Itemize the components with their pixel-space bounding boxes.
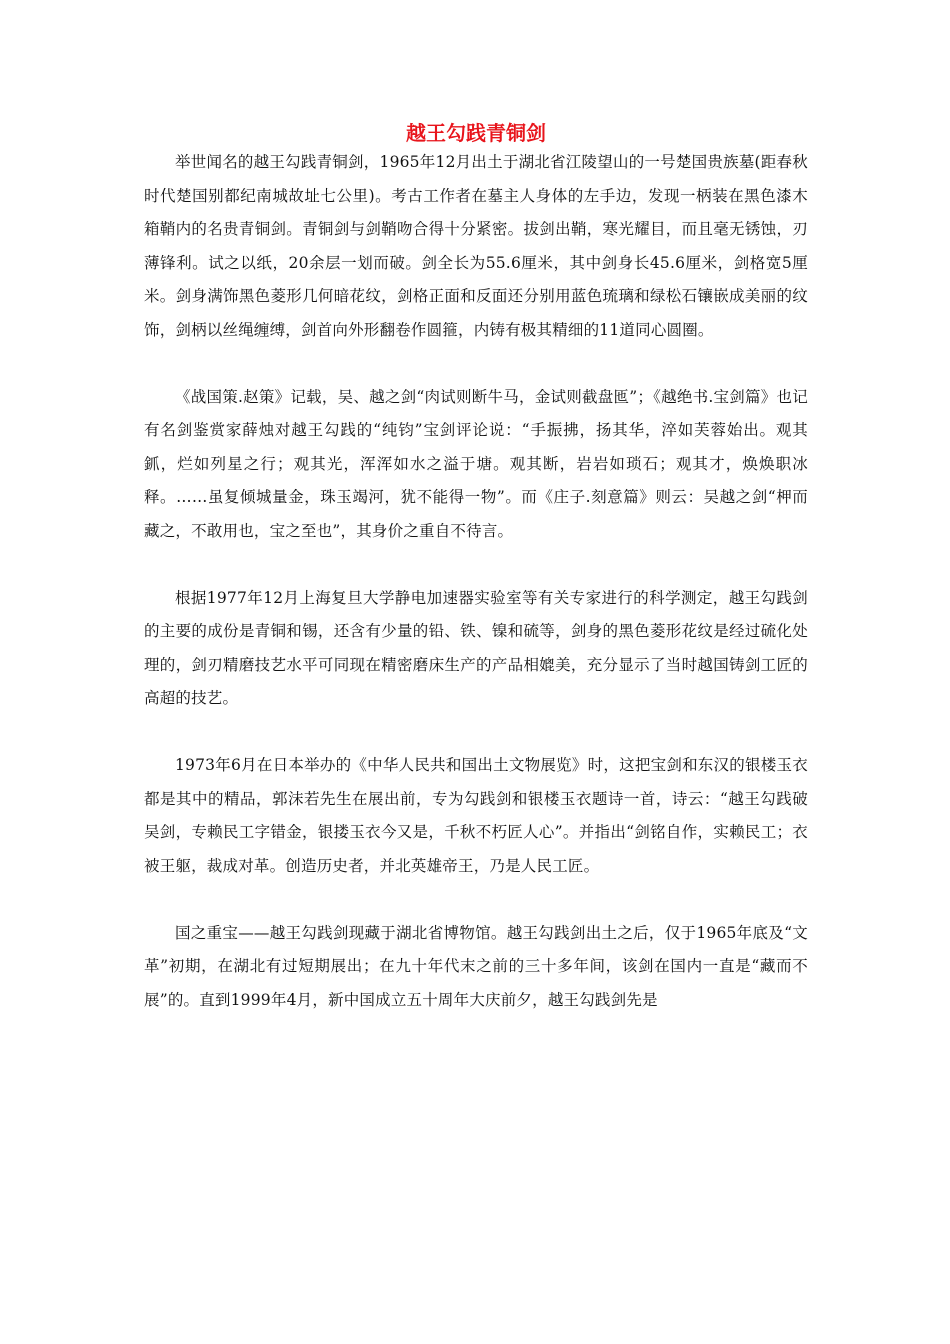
paragraph-historical-records: 《战国策.赵策》记载，吴、越之剑“肉试则断牛马，金试则截盘匜”；《越绝书.宝剑篇》也记有名剑鉴赏家薛烛对越王勾践的“纯钧”宝剑评论说：“手振拂，扬其华，淬如芙蓉始出。观其釽，烂如列星之行；观其光，浑浑如水之溢于塘。观其断，岩岩如琐石；观其才，焕焕职冰释。……虽复倾城量金，珠玉竭河，犹不能得一物”。而《庄子.刻意篇》则云：吴越之剑“柙而藏之，不敢用也，宝之至也”，其身价之重自不待言。: [144, 387, 808, 540]
paragraph-spacer: [144, 548, 808, 582]
document-page: [144, 118, 808, 1017]
paragraph-scientific-analysis: 根据1977年12月上海复旦大学静电加速器实验室等有关专家进行的科学测定，越王勾践剑的主要的成份是青铜和锡，还含有少量的铅、铁、镍和硫等，剑身的黑色菱形花纹是经过硫化处理的，剑刃精磨技艺水平可同现在精密磨床生产的产品相媲美，充分显示了当时越国铸剑工匠的高超的技艺。: [144, 588, 808, 707]
paragraph-spacer: [144, 347, 808, 381]
document-title: 越王勾践青铜剑: [406, 121, 546, 145]
paragraph-spacer: [144, 716, 808, 750]
paragraph-discovery: 举世闻名的越王勾践青铜剑，1965年12月出土于湖北省江陵望山的一号楚国贵族墓(距春秋时代楚国别都纪南城故址七公里)。考古工作者在墓主人身体的左手边，发现一柄装在黑色漆木箱鞘内的名贵青铜剑。青铜剑与剑鞘吻合得十分紧密。拔剑出鞘，寒光耀目，而且毫无锈蚀，刃薄锋利。试之以纸，20余层一划而破。剑全长为55.6厘米，其中剑身长45.6厘米，剑格宽5厘米。剑身满饰黑色菱形几何暗花纹，剑格正面和反面还分别用蓝色琉璃和绿松石镶嵌成美丽的纹饰，剑柄以丝绳缠缚，剑首向外形翻卷作圆箍，内铸有极其精细的11道同心圆圈。: [144, 153, 808, 339]
paragraph-japan-exhibition: 1973年6月在日本举办的《中华人民共和国出土文物展览》时，这把宝剑和东汉的银楼玉衣都是其中的精品，郭沫若先生在展出前，专为勾践剑和银楼玉衣题诗一首，诗云：“越王勾践破吴剑，专赖民工字错金，银搂玉衣今又是，千秋不朽匠人心”。并指出“剑铭自作，实赖民工；衣被王躯，裁成对革。创造历史者，并北英雄帝王，乃是人民工匠。: [144, 756, 808, 875]
paragraph-spacer: [144, 883, 808, 917]
paragraph-museum-collection: 国之重宝——越王勾践剑现藏于湖北省博物馆。越王勾践剑出土之后，仅于1965年底及“文革”初期，在湖北有过短期展出；在九十年代末之前的三十多年间，该剑在国内一直是“藏而不展”的。直到1999年4月，新中国成立五十周年大庆前夕，越王勾践剑先是: [144, 923, 808, 1009]
